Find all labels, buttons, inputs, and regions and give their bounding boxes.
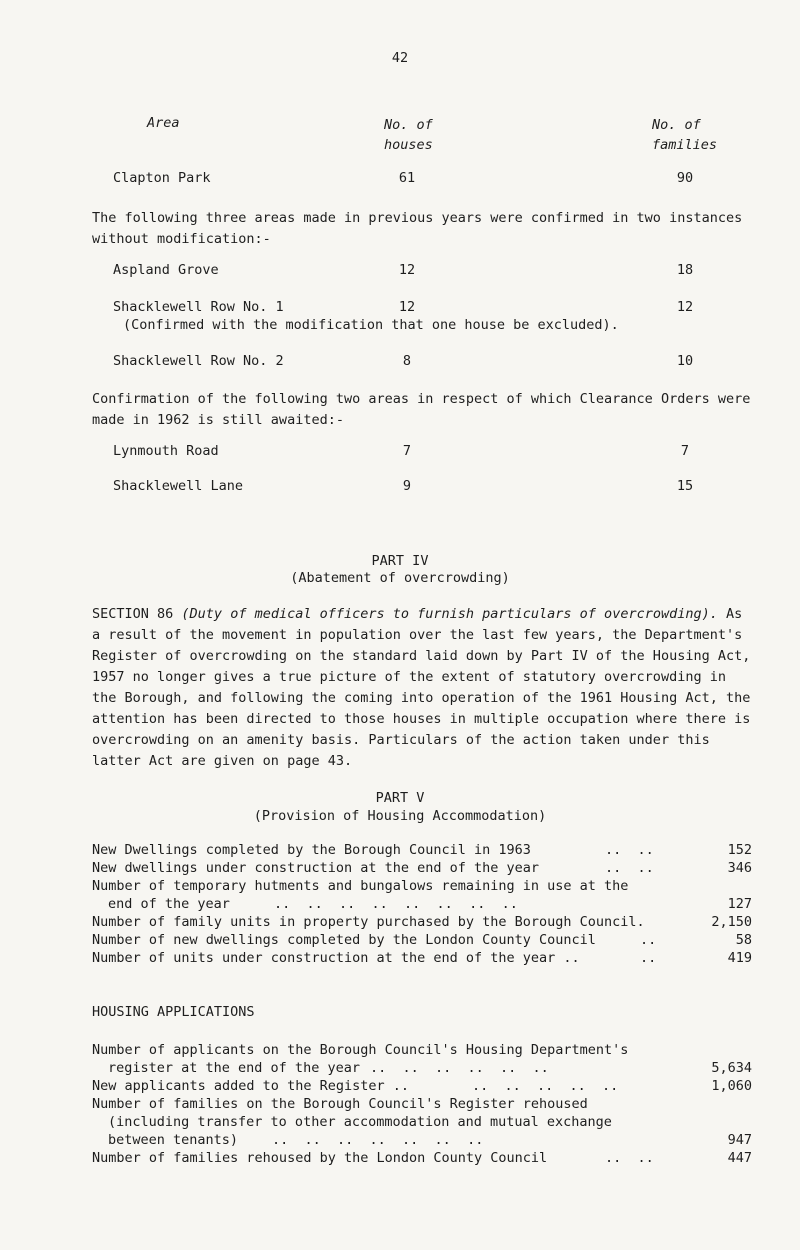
- section-86-paragraph: [92, 604, 752, 772]
- section-body: As a result of the movement in population over the last few years, the Department's Register of overcrowding on the standard laid down by Part IV of the Housing Act, 1957 no longer gives a true picture of the extent of statutory overcrowding in the Borough, and following the coming into operation of the 1961 Housing Act, the attention has been directed to those houses in multiple occupation where there is overcrowding on an amenity basis. Particulars of the action taken under this latter Act are given on page 43.: [92, 606, 751, 769]
- page-number: 42: [391, 50, 409, 66]
- stat-label-continued: (including transfer to other accommodation and mutual exchange: [108, 1114, 612, 1130]
- row-families: 15: [676, 478, 694, 494]
- stat-row: [92, 878, 752, 918]
- stat-label-continued: between tenants): [108, 1132, 239, 1148]
- part-iv-subtitle: (Abatement of overcrowding): [290, 570, 510, 586]
- row-area: Clapton Park: [113, 170, 211, 186]
- stat-row: [92, 1078, 752, 1098]
- row-houses: 61: [398, 170, 416, 186]
- row-area: Shacklewell Lane: [113, 478, 244, 494]
- stat-label: Number of family units in property purchased by the Borough Council.: [92, 914, 645, 930]
- stat-value: 346: [727, 860, 752, 876]
- row-families: 12: [676, 299, 694, 315]
- stat-leader-dots: ..: [640, 950, 657, 966]
- row-families: 7: [680, 443, 690, 459]
- housing-applications-heading: HOUSING APPLICATIONS: [92, 1004, 255, 1020]
- part-iv-title: PART IV: [371, 553, 429, 569]
- section-label: SECTION 86: [92, 606, 174, 622]
- stat-leader-dots: ..: [640, 932, 657, 948]
- stat-value: 447: [727, 1150, 752, 1166]
- stat-leader-dots: .. .. .. .. .. .. ..: [272, 1132, 484, 1148]
- stat-value: 5,634: [711, 1060, 752, 1076]
- note-shacklewell-row-1: (Confirmed with the modification that one house be excluded).: [123, 317, 619, 333]
- row-area: Aspland Grove: [113, 262, 219, 278]
- stat-label-continued: end of the year: [108, 896, 230, 912]
- header-houses: No. of houses: [384, 117, 433, 153]
- row-families: 10: [676, 353, 694, 369]
- header-families: No. of families: [652, 117, 718, 153]
- stat-leader-dots: .. .. .. .. ..: [472, 1078, 619, 1094]
- stat-row: [92, 842, 752, 862]
- stat-row: [92, 950, 752, 970]
- section-title: (Duty of medical officers to furnish particulars of overcrowding).: [181, 606, 718, 622]
- stat-label: Number of temporary hutments and bungalows remaining in use at the: [92, 878, 629, 894]
- stat-value: 152: [727, 842, 752, 858]
- row-families: 18: [676, 262, 694, 278]
- row-houses: 9: [402, 478, 412, 494]
- stat-value: 2,150: [711, 914, 752, 930]
- stat-value: 127: [727, 896, 752, 912]
- stat-leader-dots: .. ..: [605, 1150, 654, 1166]
- paragraph-awaited: Confirmation of the following two areas in respect of which Clearance Orders were made in 1962 is still awaited:-: [92, 391, 751, 428]
- stat-label-continued: register at the end of the year: [108, 1060, 360, 1076]
- paragraph-confirmed: The following three areas made in previous years were confirmed in two instances without modification:-: [92, 210, 743, 247]
- stat-value: 58: [735, 932, 752, 948]
- stat-leader-dots: .. .. .. .. .. .. .. ..: [274, 896, 518, 912]
- stat-row: [92, 860, 752, 880]
- stat-label: New applicants added to the Register ..: [92, 1078, 409, 1094]
- stat-label: Number of applicants on the Borough Council's Housing Department's: [92, 1042, 629, 1058]
- stat-leader-dots: .. ..: [605, 860, 654, 876]
- row-area: Shacklewell Row No. 2: [113, 353, 284, 369]
- row-houses: 7: [402, 443, 412, 459]
- stat-value: 947: [727, 1132, 752, 1148]
- row-area: Shacklewell Row No. 1: [113, 299, 284, 315]
- stat-row: [92, 932, 752, 952]
- stat-row: [92, 1096, 752, 1156]
- stat-row: [92, 914, 752, 934]
- row-area: Lynmouth Road: [113, 443, 219, 459]
- row-houses: 12: [398, 299, 416, 315]
- stat-row: [92, 1042, 752, 1082]
- stat-label: Number of families on the Borough Council's Register rehoused: [92, 1096, 588, 1112]
- stat-label: Number of new dwellings completed by the London County Council: [92, 932, 596, 948]
- stat-leader-dots: .. ..: [605, 842, 654, 858]
- stat-row: [92, 1150, 752, 1170]
- stat-label: New dwellings under construction at the end of the year: [92, 860, 540, 876]
- stat-value: 1,060: [711, 1078, 752, 1094]
- stat-label: Number of families rehoused by the London County Council: [92, 1150, 548, 1166]
- row-houses: 8: [402, 353, 412, 369]
- row-families: 90: [676, 170, 694, 186]
- stat-label: Number of units under construction at the end of the year ..: [92, 950, 580, 966]
- part-v-subtitle: (Provision of Housing Accommodation): [253, 808, 547, 824]
- row-houses: 12: [398, 262, 416, 278]
- stat-leader-dots: .. .. .. .. .. ..: [370, 1060, 549, 1076]
- stat-value: 419: [727, 950, 752, 966]
- part-v-title: PART V: [375, 790, 425, 806]
- header-area: Area: [147, 115, 180, 131]
- stat-label: New Dwellings completed by the Borough Council in 1963: [92, 842, 531, 858]
